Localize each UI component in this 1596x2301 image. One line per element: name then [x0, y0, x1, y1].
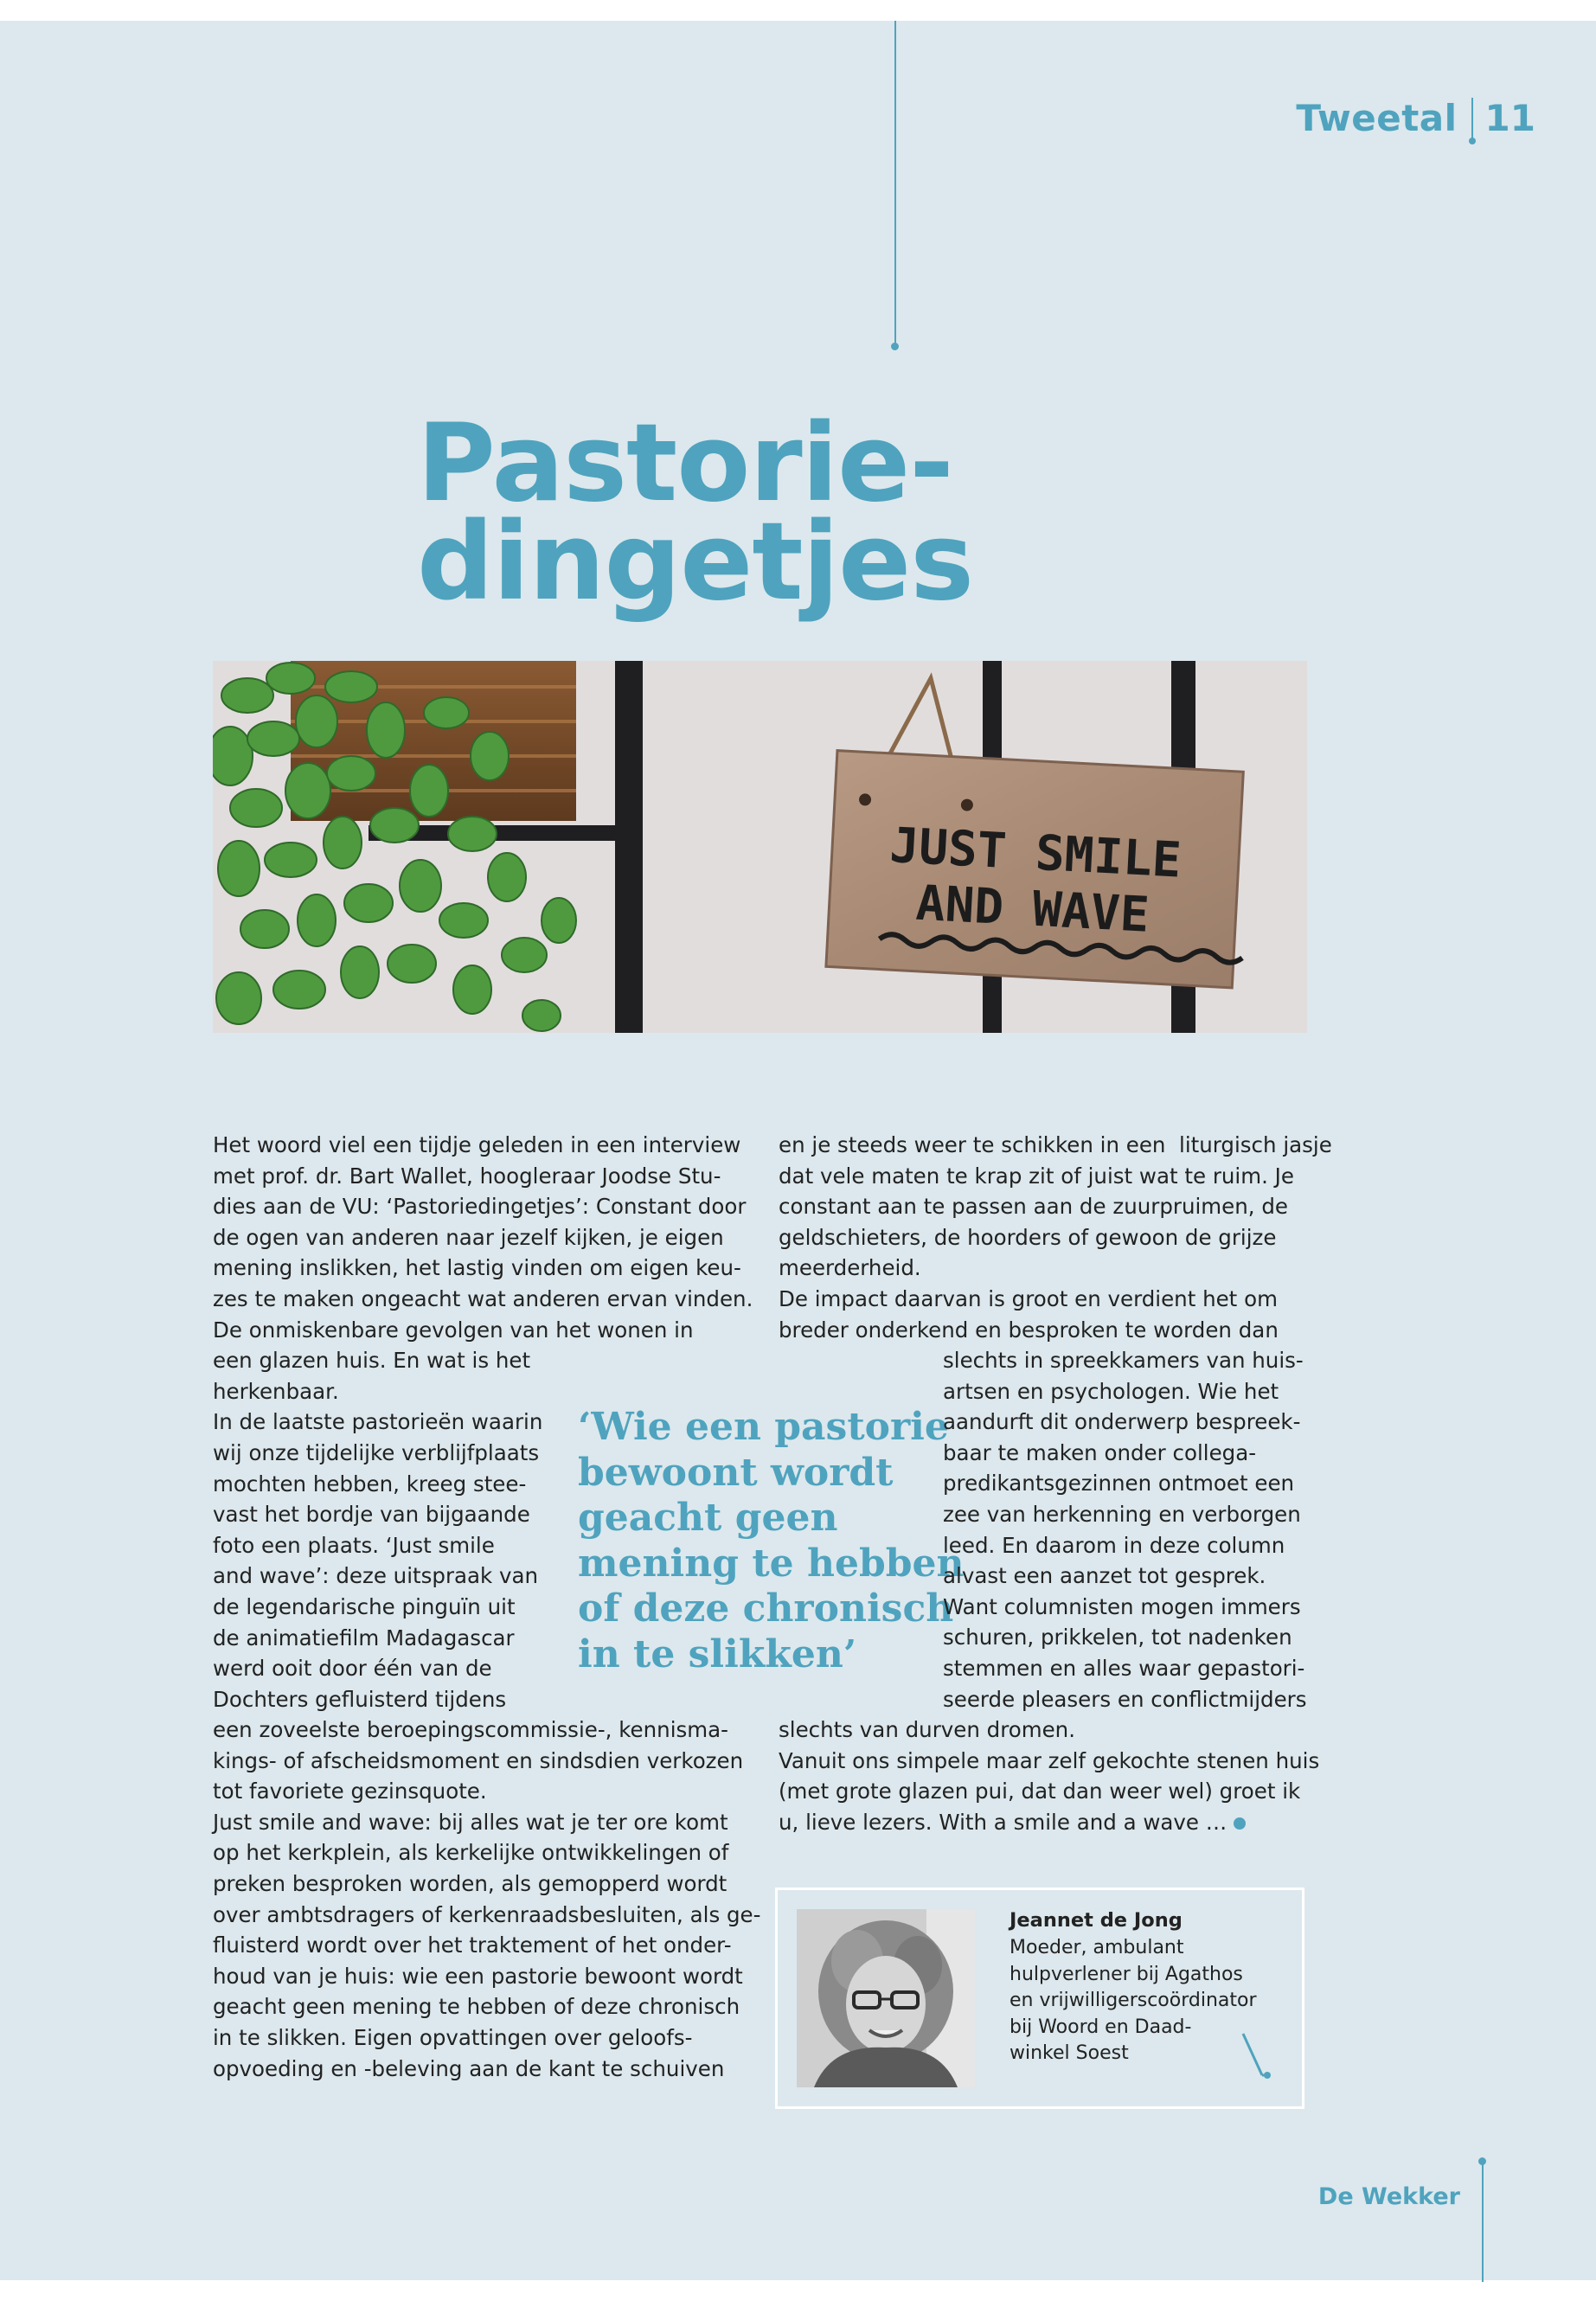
article-photo	[213, 661, 1307, 1033]
header-divider	[1471, 98, 1473, 139]
author-name: Jeannet de Jong	[1010, 1909, 1183, 1932]
end-dot-icon	[1234, 1817, 1246, 1830]
author-bio: Moeder, ambulant hulpverlener bij Agathos en vrijwilligerscoördinator bij Woord en Daad- winkel Soest	[1010, 1937, 1257, 2065]
author-box	[775, 1888, 1304, 2109]
title-line-1: Pastorie-	[417, 401, 953, 526]
magazine-footer: De Wekker	[1317, 2183, 1460, 2210]
magazine-page	[0, 21, 1596, 2280]
svg-text:AND WAVE: AND WAVE	[914, 875, 1151, 944]
article-col2-bottom: slechts van durven dromen. Vanuit ons simpele maar zelf gekochte stenen huis (met grote glazen pui, dat dan weer wel) groet ik u, lieve lezers. With a smile and a wave …	[779, 1717, 1320, 1835]
article-col2-inset: slechts in spreekkamers van huis- artsen en psychologen. Wie het aandurft dit onderwerp bespreek- baar te maken onder collega- predikantsgezinnen ontmoet een zee van herkenning en verborgen leed. En daarom in deze column alvast een aanzet tot gesprek. Want columnisten mogen immers schuren, prikkelen, tot nadenken stemmen en alles waar gepastori- seerde pleasers en conflictmijders	[943, 1348, 1307, 1712]
photo-hanging-sign-icon	[213, 661, 1307, 1033]
pull-quote: ‘Wie een pastorie bewoont wordt geacht geen mening te hebben of deze chronisch in te slikken’	[578, 1405, 965, 1676]
magazine-name: Tweetal	[1296, 97, 1458, 139]
page-number: 11	[1484, 97, 1535, 139]
title-line-2: dingetjes	[417, 500, 974, 625]
article-col2-top: en je steeds weer te schikken in een liturgisch jasje dat vele maten te krap zit of juist wat te ruim. Je constant aan te passen aan de zuurpruimen, de geldschieters, de hoorders of gewoon de grijze meerderheid. De impact daarvan is groot en verdient het om breder onderkend en besproken te worden dan	[779, 1132, 1332, 1343]
page-header	[1296, 97, 1535, 139]
author-portrait-icon	[797, 1909, 975, 2087]
footer-rule-dot	[1478, 2157, 1486, 2165]
footer-rule	[1482, 2161, 1484, 2282]
article-col1-bottom: een zoveelste beroepingscommissie-, kennisma- kings- of afscheidsmoment en sindsdien verkozen tot favoriete gezinsquote. Just smile and wave: bij alles wat je ter ore komt op het kerkplein, als kerkelijke ontwikkelingen of preken besproken worden, als gemopperd wordt over ambtsdragers of kerkenraadsbesluiten, als ge- fluisterd wordt over het traktement of het onder- houd van je huis: wie een pastorie bewoont wordt geacht geen mening te hebben of deze chronisch in te slikken. Eigen opvattingen over geloofs- opvoeding en -beleving aan de kant te schuiven	[213, 1717, 761, 2081]
top-rule	[894, 21, 896, 346]
svg-text:JUST SMILE: JUST SMILE	[888, 817, 1183, 889]
pen-flourish-icon	[1238, 2029, 1272, 2089]
article-col2-bottom-wrap	[779, 1715, 1319, 1837]
article-title	[417, 401, 1022, 625]
author-photo	[797, 1909, 975, 2087]
article-col1-top: Het woord viel een tijdje geleden in een interview met prof. dr. Bart Wallet, hoogleraar Joodse Stu- dies aan de VU: ‘Pastoriedingetjes’: Constant door de ogen van anderen naar jezelf kijken, je eigen mening inslikken, het lastig vinden om eigen keu- zes te maken ongeacht wat anderen ervan vinden. De onmiskenbare gevolgen van het wonen in een glazen huis. En wat is het herkenbaar. In de laatste pastorieën waarin wij onze tijdelijke verblijfplaats mochten hebben, kreeg stee- vast het bordje van bijgaande foto een plaats. ‘Just smile and wave’: deze uitspraak van de legendarische pinguïn uit de animatiefilm Madagascar werd ooit door één van de Dochters gefluisterd tijdens	[213, 1132, 753, 1712]
top-rule-dot	[891, 343, 899, 350]
